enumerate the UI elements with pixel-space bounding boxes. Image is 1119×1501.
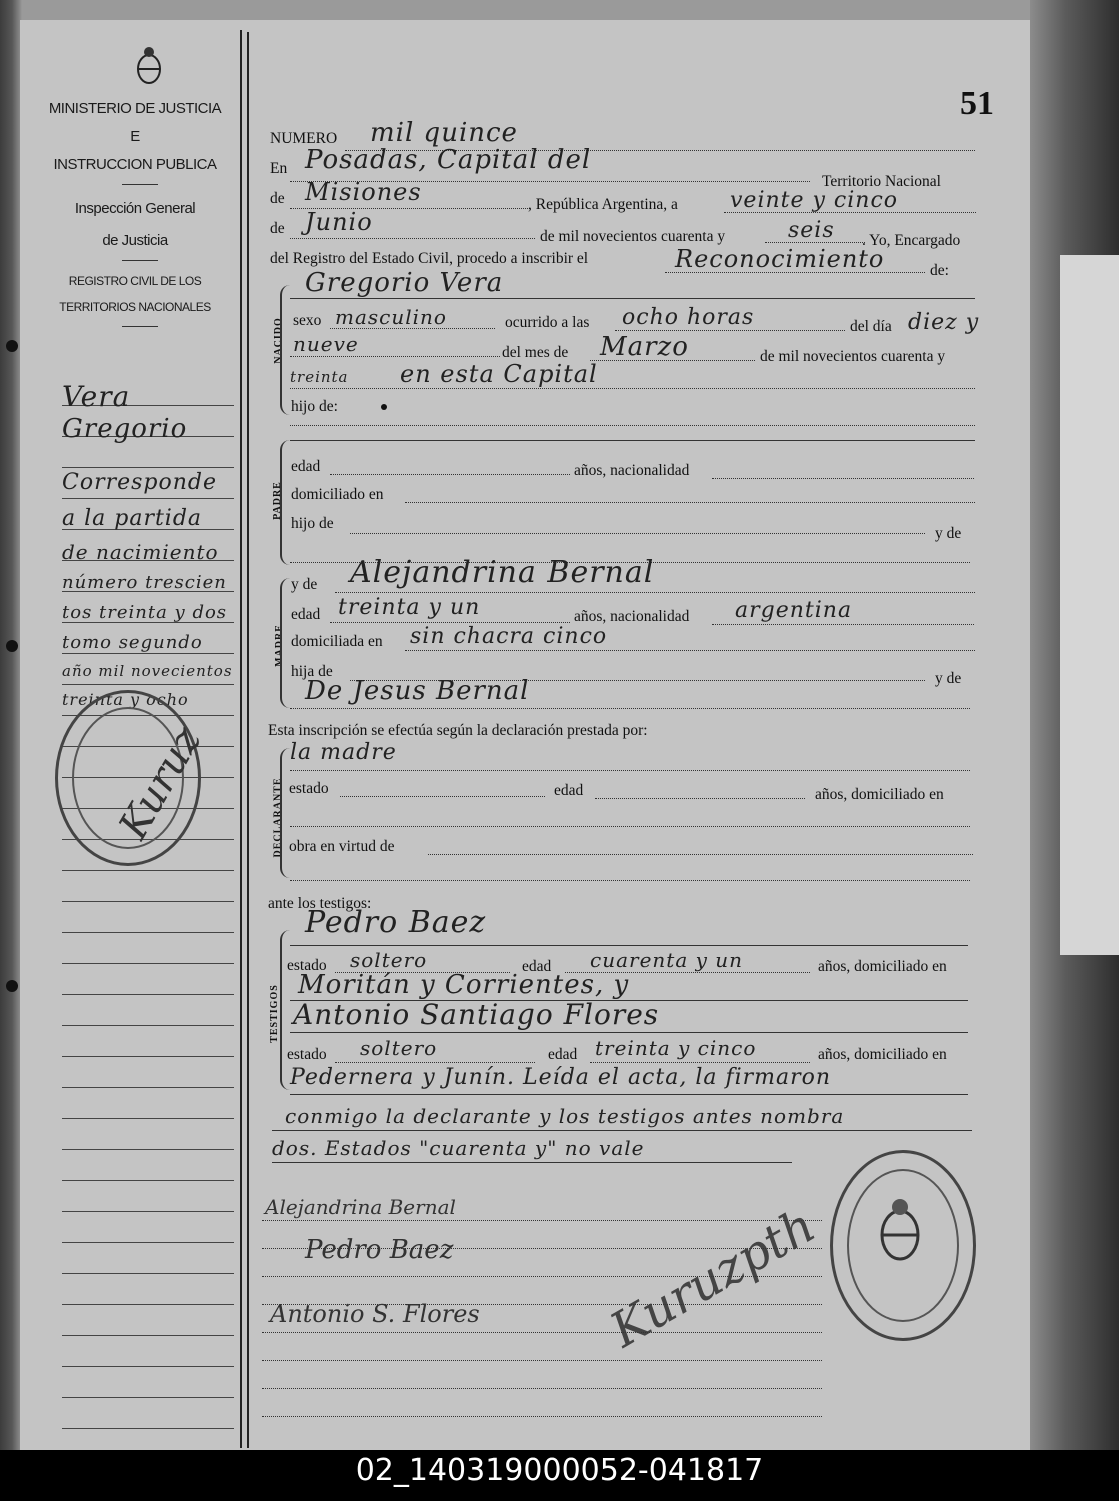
testigo2-edad: treinta y cinco — [595, 1036, 757, 1060]
dia-nac-value2: nueve — [293, 332, 359, 356]
margin-ruled-line — [62, 1242, 234, 1243]
ministry-title: MINISTERIO DE JUSTICIA — [48, 100, 222, 117]
madre-nombre-line — [335, 592, 975, 593]
margin-note-line: tos treinta y dos — [62, 602, 228, 623]
section-label-madre: MADRE — [273, 624, 285, 667]
madre-padres-value: De Jesus Bernal — [305, 676, 530, 706]
ministry-e: E — [130, 128, 140, 145]
margin-ruled-line — [62, 1180, 234, 1181]
testigo1-dom-label: años, domiciliado en — [818, 958, 947, 975]
margin-ruled-line — [62, 870, 234, 871]
padre-nac-label: años, nacionalidad — [574, 462, 690, 479]
margin-note-line: tomo segundo — [62, 632, 203, 653]
section-label-padre: PADRE — [271, 481, 283, 520]
obra-line2 — [290, 880, 970, 881]
margin-ruled-line — [62, 498, 234, 499]
margin-ruled-line — [62, 1273, 234, 1274]
declarante-dom-label: años, domiciliado en — [815, 786, 944, 803]
madre-yde-label2: y de — [935, 670, 962, 687]
dia-nac-value: diez y — [908, 310, 980, 335]
madre-edad-label: edad — [291, 606, 321, 623]
testigo2-dom-label: años, domiciliado en — [818, 1046, 947, 1063]
margin-ruled-line — [62, 1118, 234, 1119]
mil2-label: de mil novecientos cuarenta y — [760, 348, 946, 365]
bullet-dot — [381, 404, 387, 410]
madre-padres-line — [290, 708, 970, 709]
testigo1-edad: cuarenta y un — [590, 948, 744, 972]
acto-value: Reconocimiento — [675, 245, 885, 273]
margin-ruled-line — [62, 1211, 234, 1212]
margin-ruled-line — [62, 1366, 234, 1367]
hijo-label: hijo de: — [291, 398, 338, 415]
padre-edad-label: edad — [291, 458, 321, 475]
margin-note-line: de nacimiento — [62, 540, 219, 564]
padre-dom-label: domiciliado en — [291, 486, 384, 503]
page-number: 51 — [960, 85, 994, 122]
madre-dom-value: sin chacra cinco — [410, 624, 608, 649]
de3-label: de: — [930, 262, 949, 279]
cierre-line1: conmigo la declarante y los testigos antes nombra — [285, 1104, 845, 1128]
sexo-label: sexo — [293, 312, 322, 329]
declarante-edad-line — [595, 798, 805, 799]
republica-label: , República Argentina, a — [528, 196, 678, 213]
loose-paper — [1060, 255, 1119, 955]
anio-value: seis — [788, 218, 835, 243]
registro-title: REGISTRO CIVIL DE LOS — [68, 274, 202, 288]
registro-subtitle: TERRITORIOS NACIONALES — [59, 300, 211, 314]
ocurrido-label: ocurrido a las — [505, 314, 590, 331]
brace-nacido — [280, 285, 292, 415]
margin-ruled-line — [62, 963, 234, 964]
margin-note-line: treinta y ocho — [62, 690, 189, 709]
padre-hijode-label: hijo de — [291, 515, 334, 532]
padre-edad-line — [330, 474, 570, 475]
margin-ruled-line — [62, 1428, 234, 1429]
margin-ruled-line — [62, 994, 234, 995]
yo-label: . Yo, Encargado — [862, 232, 961, 249]
divider — [122, 260, 158, 261]
ante-label: ante los testigos: — [268, 895, 372, 912]
signature-line — [262, 1220, 822, 1221]
inscripcion-label: Esta inscripción se efectúa según la declaración prestada por: — [268, 722, 648, 739]
signature-line — [262, 1276, 822, 1277]
margin-signature: Kuruz — [110, 719, 211, 847]
margin-ruled-line — [62, 1335, 234, 1336]
testigo2-dom-line — [290, 1094, 968, 1095]
margin-ruled-line — [62, 1304, 234, 1305]
margin-ruled-line — [62, 653, 234, 654]
signature-line — [262, 1388, 822, 1389]
margin-note-line: año mil novecientos — [62, 662, 233, 680]
signature-line — [262, 1332, 822, 1333]
en-esta-value: en esta Capital — [400, 360, 598, 388]
margin-ruled-line — [62, 1087, 234, 1088]
testigo2-estado-label: estado — [287, 1046, 327, 1063]
margin-ruled-line — [62, 684, 234, 685]
madre-dom-line — [405, 650, 975, 651]
de2-label: de — [270, 220, 285, 237]
firma-testigo1: Pedro Baez — [305, 1235, 454, 1265]
section-label-declarante: DECLARANTE — [272, 777, 284, 858]
de-value: Misiones — [305, 178, 422, 206]
madre-dom-label: domiciliada en — [291, 633, 383, 650]
mil-label: de mil novecientos cuarenta y — [540, 228, 726, 245]
padre-hijode-line — [350, 533, 925, 534]
padre-yde-label: y de — [935, 525, 962, 542]
signature-line — [262, 1304, 822, 1305]
margin-ruled-line — [62, 1025, 234, 1026]
inspeccion-title: Inspección General — [74, 200, 196, 217]
madre-nac-label: años, nacionalidad — [574, 608, 690, 625]
firma-testigo2: Antonio S. Flores — [270, 1300, 480, 1328]
testigo2-estado-line — [335, 1062, 535, 1063]
dia-line — [724, 212, 976, 213]
declarante-value: la madre — [290, 740, 397, 765]
divider — [122, 326, 158, 327]
padre-nac-line — [712, 478, 974, 479]
testigo1-edad-label: edad — [522, 958, 552, 975]
firma-encargado: Kuruzpth — [601, 1197, 825, 1359]
divider — [122, 184, 158, 185]
deldia-label: del día — [850, 318, 892, 335]
testigo1-line — [290, 945, 968, 946]
margin-note-line: a la partida — [62, 506, 203, 531]
mes-nac-value: Marzo — [600, 332, 689, 362]
madre-nac-value: argentina — [735, 598, 853, 623]
margin-ruled-line — [62, 467, 234, 468]
cierre-line2: dos. Estados "cuarenta y" no vale — [272, 1136, 645, 1160]
declarante-line — [290, 770, 970, 771]
padre-name-line — [290, 440, 975, 441]
testigo2-estado: soltero — [360, 1036, 438, 1060]
binding-hole — [6, 340, 18, 352]
margin-note-line: Corresponde — [62, 470, 218, 495]
signature-line — [262, 1248, 822, 1249]
section-label-nacido: NACIDO — [272, 317, 284, 364]
testigo2-line — [290, 1032, 968, 1033]
acto-line — [665, 272, 925, 273]
madre-nombre: Alejandrina Bernal — [350, 555, 655, 590]
testigo2-dom: Pedernera y Junín. Leída el acta, la firmaron — [290, 1065, 832, 1090]
margin-ruled-line — [62, 901, 234, 902]
numero-value: mil quince — [370, 118, 518, 148]
en-label: En — [270, 160, 288, 177]
binding-hole — [6, 640, 18, 652]
cierre-rule2 — [272, 1162, 792, 1163]
declarante-edad-label: edad — [554, 782, 584, 799]
madre-hijade-label: hija de — [291, 663, 333, 680]
madre-edad-line — [330, 622, 570, 623]
margin-note-line: número trescien — [62, 572, 227, 593]
hijo-line — [290, 425, 975, 426]
testigo2-edad-line — [590, 1062, 810, 1063]
padre-dom-line — [405, 502, 975, 503]
delmes-label: del mes de — [502, 344, 569, 361]
document-id: 02_140319000052-041817 — [355, 1453, 764, 1488]
madre-edad-value: treinta y un — [338, 595, 481, 620]
madre-yde-label: y de — [291, 576, 318, 593]
declarante-estado-label: estado — [289, 780, 329, 797]
mes-nac-line — [590, 360, 755, 361]
hora-line — [615, 330, 845, 331]
testigo1-dom: Moritán y Corrientes, y — [298, 970, 630, 1000]
mes-line — [290, 238, 535, 239]
de-label: de — [270, 190, 285, 207]
margin-note-line: Gregorio — [62, 414, 188, 444]
testigo1-estado-label: estado — [287, 957, 327, 974]
obra-label: obra en virtud de — [289, 838, 395, 855]
madre-nac-line — [712, 624, 974, 625]
lugar-line — [290, 388, 975, 389]
numero-label: NUMERO — [270, 130, 338, 147]
margin-note-line: Vera — [62, 380, 131, 413]
sexo-value: masculino — [335, 305, 447, 329]
anio-nac-value: treinta — [290, 368, 349, 386]
testigo2-name: Antonio Santiago Flores — [293, 998, 660, 1031]
nombre-line — [290, 298, 975, 299]
en-value: Posadas, Capital del — [305, 145, 592, 175]
registro-label: del Registro del Estado Civil, procedo a inscribir el — [270, 250, 589, 267]
hora-value: ocho horas — [622, 305, 755, 330]
declarante-estado-line — [340, 796, 545, 797]
testigo2-edad-label: edad — [548, 1046, 578, 1063]
margin-ruled-line — [62, 1397, 234, 1398]
brace-declarante — [280, 748, 292, 878]
declarante-dom-line — [290, 826, 970, 827]
firma-declarante: Alejandrina Bernal — [265, 1195, 456, 1219]
cierre-rule1 — [272, 1130, 972, 1131]
nombre-value: Gregorio Vera — [305, 268, 504, 298]
coat-of-arms-icon — [135, 45, 163, 85]
margin-ruled-line — [62, 1056, 234, 1057]
dia-nac-line — [290, 356, 500, 357]
binding-hole — [6, 980, 18, 992]
signature-line — [262, 1416, 822, 1417]
signature-line — [262, 1360, 822, 1361]
dia-value: veinte y cinco — [730, 188, 899, 213]
seal-emblem-icon — [878, 1195, 922, 1265]
anio-line — [765, 242, 865, 243]
sexo-line — [330, 328, 495, 329]
obra-line — [428, 854, 973, 855]
territorio-label: Territorio Nacional — [822, 173, 941, 190]
mes-value: Junio — [305, 208, 373, 236]
margin-ruled-line — [62, 1149, 234, 1150]
inspeccion-subtitle: de Justicia — [102, 232, 168, 249]
ministry-subtitle: INSTRUCCION PUBLICA — [53, 156, 217, 173]
testigo1-estado: soltero — [350, 948, 428, 972]
section-label-testigos: TESTIGOS — [268, 984, 280, 1043]
testigo1-name: Pedro Baez — [305, 905, 487, 940]
margin-ruled-line — [62, 932, 234, 933]
margin-divider — [247, 32, 249, 1448]
